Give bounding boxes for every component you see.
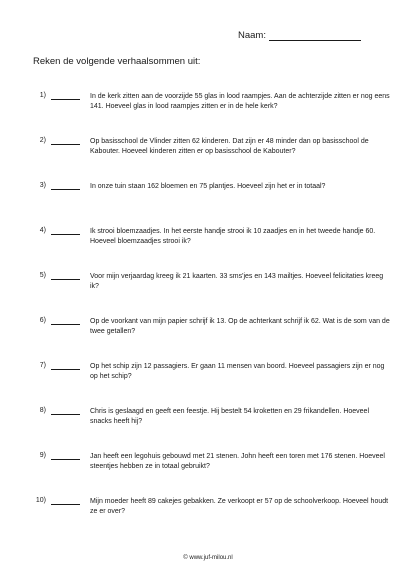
answer-blank[interactable]	[51, 459, 80, 460]
answer-blank[interactable]	[51, 414, 80, 415]
question-text: Voor mijn verjaardag kreeg ik 21 kaarten. 33 sms'jes en 143 mailtjes. Hoeveel felicitaties kreeg ik?	[90, 273, 384, 290]
question-number: 9)	[39, 452, 46, 459]
question-item	[0, 92, 416, 122]
question-item	[0, 497, 416, 527]
question-number: 10)	[35, 497, 46, 504]
answer-blank[interactable]	[51, 234, 80, 235]
question-number: 1)	[39, 92, 46, 99]
instruction-heading: Reken de volgende verhaalsommen uit:	[33, 56, 201, 67]
name-label: Naam:	[238, 30, 266, 41]
question-text: In de kerk zitten aan de voorzijde 55 glas in lood raampjes. Aan de achterzijde zitten er nog eens 141. Hoeveel glas in lood raampjes zitten er in de hele kerk?	[90, 93, 390, 110]
question-text: Jan heeft een legohuis gebouwd met 21 stenen. John heeft een toren met 176 stenen. Hoeveel steentjes hebben ze in totaal gebruikt?	[90, 453, 385, 470]
question-item	[0, 137, 416, 167]
question-text: Op de voorkant van mijn papier schrijf ik 13. Op de achterkant schrijf ik 62. Wat is de som van de twee getallen?	[90, 318, 390, 335]
question-item	[0, 317, 416, 347]
question-item	[0, 407, 416, 437]
question-number: 6)	[39, 317, 46, 324]
answer-blank[interactable]	[51, 99, 80, 100]
name-field	[238, 30, 361, 41]
question-item	[0, 362, 416, 392]
footer-credit: © www.juf-milou.nl	[183, 555, 233, 561]
question-item	[0, 227, 416, 257]
question-item	[0, 452, 416, 482]
answer-blank[interactable]	[51, 144, 80, 145]
answer-blank[interactable]	[51, 189, 80, 190]
question-text: Ik strooi bloemzaadjes. In het eerste handje strooi ik 10 zaadjes en in het tweede handje 60. Hoeveel bloemzaadjes strooi ik?	[90, 228, 376, 245]
answer-blank[interactable]	[51, 324, 80, 325]
question-number: 8)	[39, 407, 46, 414]
name-blank-line[interactable]	[269, 30, 361, 41]
question-text: In onze tuin staan 162 bloemen en 75 plantjes. Hoeveel zijn het er in totaal?	[90, 183, 326, 190]
question-number: 4)	[39, 227, 46, 234]
question-number: 3)	[39, 182, 46, 189]
question-number: 5)	[39, 272, 46, 279]
question-text: Mijn moeder heeft 89 cakejes gebakken. Ze verkoopt er 57 op de schoolverkoop. Hoeveel houdt ze er over?	[90, 498, 389, 515]
question-number: 7)	[39, 362, 46, 369]
question-text: Op basisschool de Vlinder zitten 62 kinderen. Dat zijn er 48 minder dan op basisschool de Kabouter. Hoeveel kinderen zitten er op basisschool de Kabouter?	[90, 138, 369, 155]
question-item	[0, 272, 416, 302]
answer-blank[interactable]	[51, 369, 80, 370]
question-item	[0, 182, 416, 212]
answer-blank[interactable]	[51, 279, 80, 280]
question-number: 2)	[39, 137, 46, 144]
question-text: Op het schip zijn 12 passagiers. Er gaan 11 mensen van boord. Hoeveel passagiers zijn er nog op het schip?	[90, 363, 385, 380]
question-text: Chris is geslaagd en geeft een feestje. Hij bestelt 54 kroketten en 29 frikandellen. Hoeveel snacks heeft hij?	[90, 408, 370, 425]
answer-blank[interactable]	[51, 504, 80, 505]
